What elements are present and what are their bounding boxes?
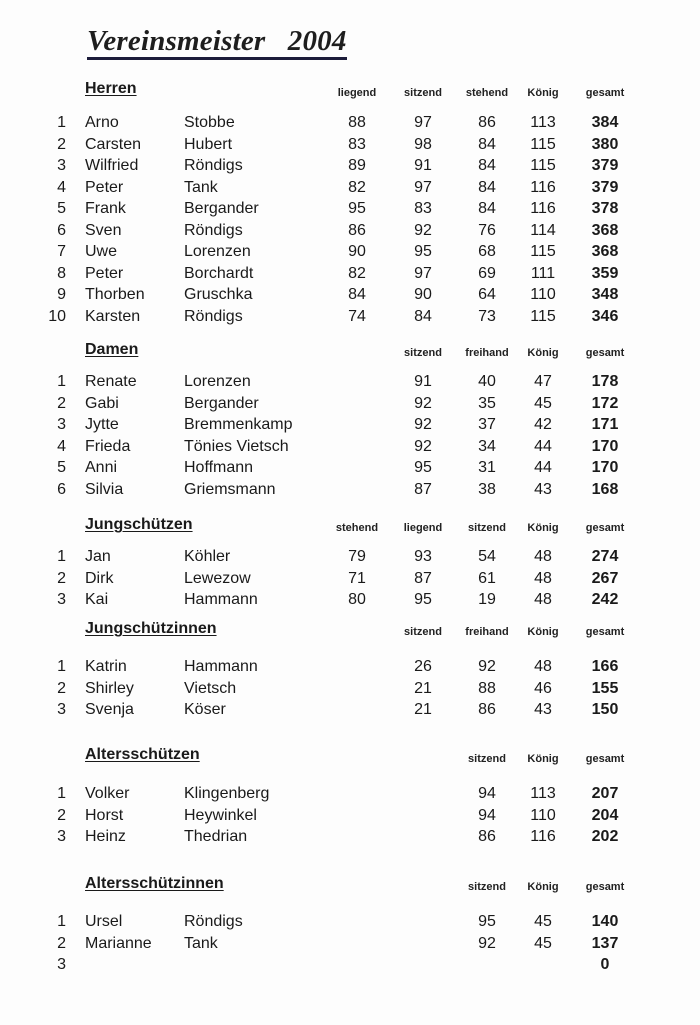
score-freihand: 37 — [478, 416, 496, 433]
score-liegend: 74 — [348, 307, 366, 325]
score-liegend: 87 — [414, 569, 432, 587]
table-row — [0, 658, 700, 679]
score-König: 48 — [534, 591, 552, 608]
first-name: Thorben — [85, 286, 145, 303]
table-row — [0, 701, 700, 722]
last-name: Gruschka — [184, 286, 253, 303]
total-score: 150 — [591, 701, 619, 718]
total-score: 384 — [591, 114, 619, 131]
total-score: 171 — [591, 416, 619, 433]
score-König: 110 — [530, 806, 556, 824]
first-name: Arno — [85, 114, 119, 131]
last-name: Griemsmann — [184, 480, 276, 498]
score-stehend: 71 — [348, 569, 366, 587]
score-freihand: 31 — [478, 459, 496, 476]
table-row — [0, 200, 700, 221]
score-König: 43 — [534, 480, 552, 498]
last-name: Röndigs — [184, 221, 243, 239]
table-row — [0, 438, 700, 459]
last-name: Hubert — [184, 135, 233, 153]
score-liegend: 86 — [348, 221, 366, 239]
last-name: Köhler — [184, 548, 231, 565]
last-name: Hoffmann — [184, 459, 254, 476]
rank: 3 — [57, 416, 66, 433]
section-title: Herren — [85, 80, 137, 97]
last-name: Röndigs — [184, 157, 243, 174]
first-name: Karsten — [85, 307, 141, 325]
score-sitzend: 19 — [478, 591, 496, 608]
score-sitzend: 91 — [414, 373, 432, 390]
first-name: Uwe — [85, 243, 118, 260]
score-sitzend: 95 — [478, 913, 496, 930]
last-name: Tank — [184, 934, 218, 952]
column-header: sitzend — [404, 87, 442, 99]
first-name: Ursel — [85, 913, 123, 930]
last-name: Tönies Vietsch — [184, 437, 289, 455]
last-name: Köser — [184, 701, 226, 718]
table-row — [0, 179, 700, 200]
table-row — [0, 373, 700, 394]
table-row — [0, 680, 700, 701]
last-name: Bergander — [184, 394, 259, 412]
total-score: 172 — [591, 394, 619, 412]
score-König: 43 — [534, 701, 552, 718]
table-row — [0, 286, 700, 307]
score-sitzend: 94 — [478, 785, 496, 802]
score-stehend: 86 — [478, 114, 496, 131]
total-score: 170 — [591, 459, 619, 476]
column-header: sitzend — [404, 347, 442, 359]
rank: 3 — [57, 828, 66, 845]
rank: 7 — [57, 243, 66, 260]
first-name: Frank — [85, 200, 126, 217]
rank: 10 — [48, 307, 66, 325]
score-stehend: 68 — [478, 243, 496, 260]
total-score: 267 — [591, 569, 619, 587]
score-liegend: 95 — [348, 200, 366, 217]
table-row — [0, 591, 700, 612]
score-sitzend: 91 — [414, 157, 432, 174]
score-sitzend: 95 — [414, 243, 432, 260]
rank: 4 — [57, 437, 66, 455]
rank: 2 — [57, 806, 66, 824]
table-row — [0, 828, 700, 849]
column-header: gesamt — [585, 753, 625, 765]
first-name: Jan — [85, 548, 111, 565]
score-stehend: 84 — [478, 135, 496, 153]
first-name: Kai — [85, 591, 109, 608]
column-header: stehend — [465, 87, 509, 99]
score-sitzend: 97 — [414, 114, 432, 131]
first-name: Wilfried — [85, 157, 139, 174]
score-liegend: 82 — [348, 178, 366, 196]
table-row — [0, 416, 700, 437]
score-sitzend: 92 — [414, 221, 432, 239]
table-row — [0, 222, 700, 243]
score-sitzend: 92 — [414, 416, 432, 433]
score-freihand: 86 — [478, 701, 496, 718]
rank: 3 — [57, 956, 66, 973]
first-name: Svenja — [85, 701, 134, 718]
score-sitzend: 92 — [478, 934, 496, 952]
score-sitzend: 98 — [414, 135, 432, 153]
score-liegend: 82 — [348, 264, 366, 282]
total-score: 170 — [591, 437, 619, 455]
total-score: 178 — [591, 373, 619, 390]
table-row — [0, 243, 700, 264]
score-sitzend: 97 — [414, 264, 432, 282]
first-name: Katrin — [85, 658, 127, 675]
total-score: 368 — [591, 243, 619, 260]
score-freihand: 34 — [478, 437, 496, 455]
section-title: Damen — [85, 341, 139, 358]
score-liegend: 84 — [348, 286, 366, 303]
column-header: stehend — [335, 522, 379, 534]
score-sitzend: 94 — [478, 806, 496, 824]
score-König: 46 — [534, 679, 552, 697]
table-row — [0, 935, 700, 956]
last-name: Heywinkel — [184, 806, 257, 824]
table-row — [0, 913, 700, 934]
score-stehend: 84 — [478, 178, 496, 196]
score-König: 48 — [534, 658, 552, 675]
score-König: 44 — [534, 437, 552, 455]
last-name: Stobbe — [184, 114, 235, 131]
score-stehend: 79 — [348, 548, 366, 565]
score-König: 48 — [534, 548, 552, 565]
total-score: 137 — [591, 934, 619, 952]
score-stehend: 64 — [478, 286, 496, 303]
score-König: 45 — [534, 394, 552, 412]
score-König: 115 — [530, 243, 556, 260]
score-König: 114 — [530, 221, 556, 239]
column-header: König — [527, 881, 559, 893]
score-sitzend: 86 — [478, 828, 496, 845]
rank: 1 — [57, 913, 66, 930]
score-stehend: 84 — [478, 200, 496, 217]
table-row — [0, 785, 700, 806]
first-name: Anni — [85, 459, 118, 476]
table-row — [0, 956, 700, 977]
last-name: Lorenzen — [184, 373, 251, 390]
section-title: Jungschützen — [85, 516, 193, 533]
section-title: Altersschützen — [85, 746, 200, 763]
rank: 8 — [57, 264, 66, 282]
score-liegend: 90 — [348, 243, 366, 260]
column-header: gesamt — [585, 626, 625, 638]
score-sitzend: 92 — [414, 437, 432, 455]
table-row — [0, 114, 700, 135]
score-König: 115 — [530, 307, 556, 325]
score-König: 115 — [530, 157, 556, 174]
rank: 2 — [57, 569, 66, 587]
table-row — [0, 136, 700, 157]
score-liegend: 89 — [348, 157, 366, 174]
rank: 2 — [57, 135, 66, 153]
section-title: Altersschützinnen — [85, 875, 224, 892]
first-name: Carsten — [85, 135, 142, 153]
total-score: 380 — [591, 135, 619, 153]
last-name: Vietsch — [184, 679, 237, 697]
score-freihand: 92 — [478, 658, 496, 675]
table-row — [0, 265, 700, 286]
rank: 6 — [57, 480, 66, 498]
last-name: Hammann — [184, 591, 258, 608]
table-row — [0, 395, 700, 416]
score-König: 44 — [534, 459, 552, 476]
first-name: Volker — [85, 785, 130, 802]
score-liegend: 88 — [348, 114, 366, 131]
rank: 1 — [57, 114, 66, 131]
total-score: 0 — [600, 956, 610, 973]
rank: 1 — [57, 373, 66, 390]
column-header: liegend — [403, 522, 443, 534]
column-header: König — [527, 87, 559, 99]
first-name: Silvia — [85, 480, 124, 498]
column-header: gesamt — [585, 87, 625, 99]
table-row — [0, 807, 700, 828]
first-name: Peter — [85, 178, 124, 196]
total-score: 378 — [591, 200, 619, 217]
total-score: 140 — [591, 913, 619, 930]
last-name: Tank — [184, 178, 218, 196]
score-König: 47 — [534, 373, 552, 390]
score-freihand: 40 — [478, 373, 496, 390]
last-name: Hammann — [184, 658, 258, 675]
column-header: König — [527, 753, 559, 765]
score-liegend: 93 — [414, 548, 432, 565]
page-title: Vereinsmeister 2004 — [87, 26, 347, 60]
first-name: Heinz — [85, 828, 126, 845]
rank: 9 — [57, 286, 66, 303]
table-row — [0, 308, 700, 329]
column-header: sitzend — [468, 881, 506, 893]
score-stehend: 76 — [478, 221, 496, 239]
score-sitzend: 90 — [414, 286, 432, 303]
score-König: 42 — [534, 416, 552, 433]
column-header: gesamt — [585, 881, 625, 893]
score-liegend: 83 — [348, 135, 366, 153]
table-row — [0, 548, 700, 569]
score-freihand: 88 — [478, 679, 496, 697]
column-header: König — [527, 522, 559, 534]
last-name: Klingenberg — [184, 785, 270, 802]
rank: 5 — [57, 200, 66, 217]
column-header: König — [527, 626, 559, 638]
total-score: 204 — [591, 806, 619, 824]
first-name: Peter — [85, 264, 124, 282]
score-sitzend: 61 — [478, 569, 496, 587]
first-name: Renate — [85, 373, 137, 390]
rank: 1 — [57, 785, 66, 802]
table-row — [0, 459, 700, 480]
total-score: 379 — [591, 178, 619, 196]
column-header: gesamt — [585, 347, 625, 359]
last-name: Thedrian — [184, 828, 248, 845]
score-sitzend: 87 — [414, 480, 432, 498]
score-sitzend: 54 — [478, 548, 496, 565]
score-König: 45 — [534, 934, 552, 952]
last-name: Bergander — [184, 200, 259, 217]
score-König: 45 — [534, 913, 552, 930]
table-row — [0, 481, 700, 502]
column-header: freihand — [465, 347, 509, 359]
total-score: 166 — [591, 658, 619, 675]
score-sitzend: 26 — [414, 658, 432, 675]
score-sitzend: 84 — [414, 307, 432, 325]
first-name: Marianne — [85, 934, 152, 952]
last-name: Röndigs — [184, 913, 243, 930]
score-König: 111 — [530, 264, 556, 282]
rank: 6 — [57, 221, 66, 239]
score-König: 116 — [530, 178, 556, 196]
table-row — [0, 157, 700, 178]
total-score: 202 — [591, 828, 619, 845]
first-name: Dirk — [85, 569, 114, 587]
rank: 3 — [57, 591, 66, 608]
score-stehend: 80 — [348, 591, 366, 608]
total-score: 368 — [591, 221, 619, 239]
last-name: Borchardt — [184, 264, 254, 282]
score-sitzend: 21 — [414, 701, 432, 718]
score-stehend: 73 — [478, 307, 496, 325]
total-score: 155 — [591, 679, 619, 697]
first-name: Jytte — [85, 416, 119, 433]
rank: 2 — [57, 394, 66, 412]
total-score: 207 — [591, 785, 619, 802]
rank: 5 — [57, 459, 66, 476]
rank: 2 — [57, 934, 66, 952]
first-name: Horst — [85, 806, 124, 824]
score-liegend: 95 — [414, 591, 432, 608]
column-header: sitzend — [468, 522, 506, 534]
table-row — [0, 570, 700, 591]
column-header: sitzend — [404, 626, 442, 638]
total-score: 274 — [591, 548, 619, 565]
score-freihand: 35 — [478, 394, 496, 412]
score-König: 110 — [530, 286, 556, 303]
score-sitzend: 83 — [414, 200, 432, 217]
total-score: 242 — [591, 591, 619, 608]
score-König: 116 — [530, 200, 556, 217]
score-sitzend: 21 — [414, 679, 432, 697]
score-König: 48 — [534, 569, 552, 587]
column-header: sitzend — [468, 753, 506, 765]
score-sitzend: 97 — [414, 178, 432, 196]
first-name: Frieda — [85, 437, 131, 455]
column-header: gesamt — [585, 522, 625, 534]
score-sitzend: 95 — [414, 459, 432, 476]
score-König: 116 — [530, 828, 556, 845]
first-name: Gabi — [85, 394, 119, 412]
column-header: liegend — [337, 87, 377, 99]
total-score: 168 — [591, 480, 619, 498]
column-header: König — [527, 347, 559, 359]
score-König: 113 — [530, 114, 556, 131]
score-stehend: 84 — [478, 157, 496, 174]
first-name: Sven — [85, 221, 122, 239]
rank: 2 — [57, 679, 66, 697]
score-freihand: 38 — [478, 480, 496, 498]
total-score: 348 — [591, 286, 619, 303]
rank: 3 — [57, 701, 66, 718]
total-score: 379 — [591, 157, 619, 174]
first-name: Shirley — [85, 679, 134, 697]
rank: 1 — [57, 548, 66, 565]
rank: 3 — [57, 157, 66, 174]
total-score: 346 — [591, 307, 619, 325]
rank: 1 — [57, 658, 66, 675]
score-König: 113 — [530, 785, 556, 802]
last-name: Lewezow — [184, 569, 251, 587]
last-name: Röndigs — [184, 307, 243, 325]
section-title: Jungschützinnen — [85, 620, 217, 637]
rank: 4 — [57, 178, 66, 196]
total-score: 359 — [591, 264, 619, 282]
score-sitzend: 92 — [414, 394, 432, 412]
score-stehend: 69 — [478, 264, 496, 282]
score-König: 115 — [530, 135, 556, 153]
column-header: freihand — [465, 626, 509, 638]
last-name: Bremmenkamp — [184, 416, 293, 433]
last-name: Lorenzen — [184, 243, 251, 260]
